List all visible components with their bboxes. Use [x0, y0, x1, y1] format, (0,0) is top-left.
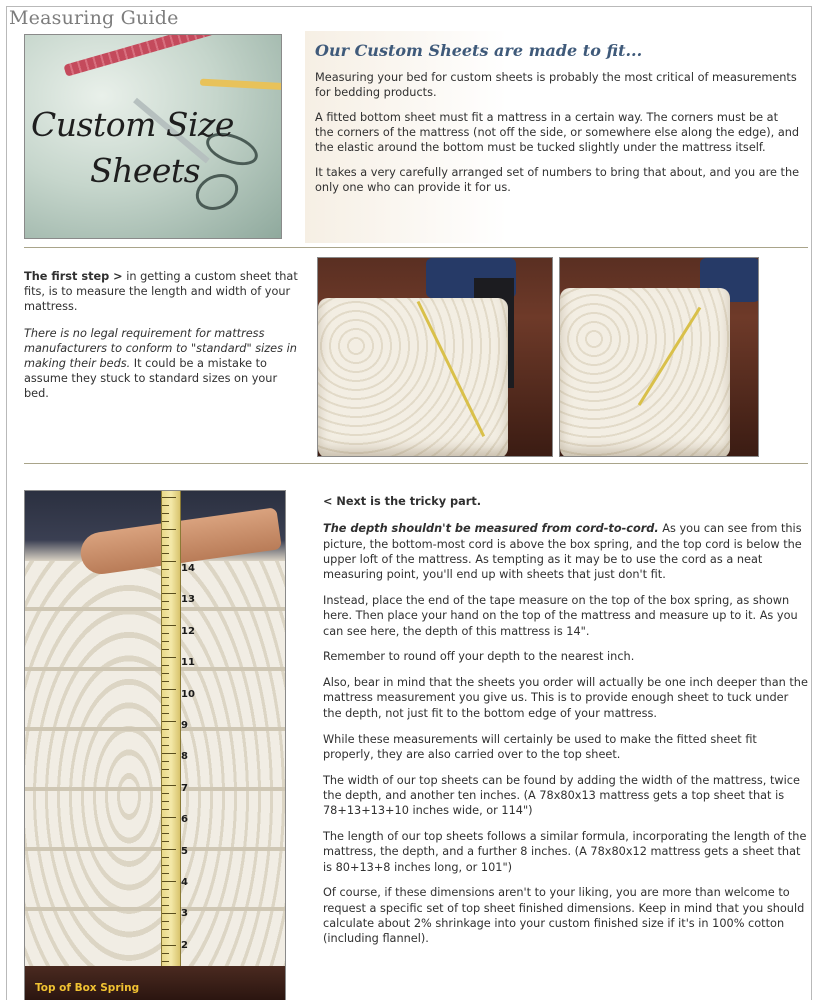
ruler-tick	[162, 537, 169, 538]
ruler-tick	[162, 881, 176, 882]
cord-warning-text: As you can see from this picture, the bottom-most cord is above the box spring, and the top cord is below the upper loft of the mattress. As tempting as it may be to use the cord as a neat measuring point, you'll end up with sheets that just don't fit.	[323, 522, 802, 582]
depth-paragraph: Also, bear in mind that the sheets you order will actually be one inch deeper than the mattress measurement you give us. This is to provide enough sheet to tuck under the depth, not just fit to the bottom edge of your mattress.	[323, 676, 808, 720]
page-frame	[6, 6, 812, 1000]
ruler-number: 12	[181, 625, 195, 637]
depth-paragraph: Of course, if these dimensions aren't to your liking, you are more than welcome to request a specific set of top sheet finished dimensions. Keep in mind that you should calculate about 2% shrinkage into your custom finished size if it's in 100% cotton (including flannel).	[323, 886, 805, 946]
ruler-tick	[162, 705, 169, 706]
depth-paragraph: While these measurements will certainly be used to make the fitted sheet fit properly, they are also carried over to the top sheet.	[323, 732, 757, 761]
box-spring-caption: Top of Box Spring	[35, 982, 140, 994]
depth-paragraph: The width of our top sheets can be found by adding the width of the mattress, twice the depth, and another ten inches. (A 78x80x13 mattress gets a top sheet that is 78+13+13+10 inches wide, or 114")	[323, 773, 800, 818]
ruler-tick	[162, 665, 169, 666]
ruler-tick	[162, 505, 169, 506]
intro-heading: Our Custom Sheets are made to fit...	[315, 41, 643, 60]
mattress-graphic	[318, 298, 508, 457]
depth-paragraph: The length of our top sheets follows a similar formula, incorporating the length of the mattress, the depth, and a further 8 inches. (A 78x80x12 mattress gets a sheet that is 80+13+8 inches long, or 101")	[323, 830, 807, 874]
ruler-tick	[162, 561, 176, 562]
ruler-tick	[162, 521, 169, 522]
measuring-width-photo	[559, 257, 759, 457]
ruler-tick	[162, 577, 169, 578]
ruler-tick	[162, 593, 176, 594]
ruler-tick	[162, 793, 169, 794]
ruler-tick	[162, 681, 169, 682]
ruler-tick	[162, 905, 169, 906]
ruler-tick	[162, 937, 169, 938]
first-step-lead: The first step >	[24, 270, 123, 283]
standard-size-note: There is no legal requirement for mattress manufacturers to conform to "standard" sizes in making their beds.	[24, 327, 297, 370]
mattress-graphic	[560, 288, 730, 457]
ruler-tick	[162, 553, 169, 554]
depth-section	[323, 494, 809, 957]
standard-size-paragraph	[24, 326, 304, 401]
ruler-tick	[162, 825, 169, 826]
ruler-tick	[162, 617, 169, 618]
ruler-tick	[162, 785, 176, 786]
ruler-tick	[162, 649, 169, 650]
banner-line-1: Custom Size	[31, 105, 234, 144]
ruler-tick	[162, 633, 169, 634]
ruler-tick	[162, 929, 169, 930]
ruler-tick	[162, 641, 169, 642]
ruler-tick	[162, 729, 169, 730]
ruler-tick	[162, 809, 169, 810]
ruler-tick	[162, 689, 176, 690]
ruler-tick	[162, 569, 169, 570]
ruler-tick	[162, 921, 169, 922]
ruler-tick	[162, 513, 169, 514]
depth-paragraph: Remember to round off your depth to the nearest inch.	[323, 650, 635, 664]
ruler-tick	[162, 529, 176, 530]
banner-line-2: Sheets	[90, 151, 201, 190]
custom-size-sheets-banner	[24, 34, 282, 239]
ruler-tick	[162, 913, 176, 914]
section-divider	[24, 463, 808, 464]
ruler-tick	[162, 961, 169, 962]
ruler-tick	[162, 769, 169, 770]
intro-panel	[305, 31, 810, 243]
ruler-tick	[162, 897, 169, 898]
cord-warning: The depth shouldn't be measured from cord-to-cord.	[323, 522, 659, 536]
ruler-tick	[162, 625, 176, 626]
ruler-number: 8	[181, 751, 188, 763]
ruler-number: 11	[181, 657, 195, 669]
ruler-tick	[162, 801, 169, 802]
ruler-tick	[162, 777, 169, 778]
ruler-tick	[162, 497, 176, 498]
ruler-number: 6	[181, 814, 188, 826]
ruler-number: 7	[181, 782, 188, 794]
ruler-tick	[162, 737, 169, 738]
ruler-tick	[162, 865, 169, 866]
ruler-tick	[162, 889, 169, 890]
ruler-number: 3	[181, 908, 188, 920]
page-title: Measuring Guide	[9, 7, 179, 29]
tricky-part-heading: < Next is the tricky part.	[323, 495, 482, 508]
ruler-tick	[162, 713, 169, 714]
pencil-graphic	[200, 79, 282, 91]
intro-paragraph: It takes a very carefully arranged set of numbers to bring that about, and you are the only one who can provide it for us.	[315, 166, 800, 194]
ruler-tick	[162, 609, 169, 610]
ruler-tick	[162, 953, 169, 954]
ruler-tick	[162, 945, 176, 946]
ruler-number: 9	[181, 720, 188, 731]
ruler-tick	[162, 697, 169, 698]
ruler-number: 14	[181, 563, 195, 574]
ruler-tick	[162, 721, 176, 722]
ruler-tick	[162, 657, 176, 658]
ruler-tick	[162, 849, 176, 850]
ruler-tick	[162, 873, 169, 874]
ruler-tick	[162, 545, 169, 546]
tape-measure-graphic	[63, 34, 282, 77]
ruler-tick	[162, 745, 169, 746]
ruler-tick	[162, 585, 169, 586]
ruler-number: 5	[181, 845, 188, 857]
depth-paragraph: Instead, place the end of the tape measure on the top of the box spring, as shown here. Then place your hand on the top of the mattress and measure up to it. As you can see here, the depth of this mattress is 14".	[323, 593, 798, 638]
ruler-tick	[162, 761, 169, 762]
ruler-tick	[162, 817, 176, 818]
ruler-graphic	[161, 491, 181, 1000]
ruler-tick	[162, 601, 169, 602]
ruler-tick	[162, 753, 176, 754]
ruler-tick	[162, 841, 169, 842]
ruler-number: 2	[181, 939, 188, 951]
measuring-length-photo	[317, 257, 553, 457]
intro-paragraph: Measuring your bed for custom sheets is probably the most critical of measurements for bedding products.	[315, 71, 797, 99]
ruler-tick	[162, 673, 169, 674]
ruler-tick	[162, 857, 169, 858]
first-step-text: in getting a custom sheet that fits, is to measure the length and width of your mattress.	[24, 270, 298, 313]
ruler-tick	[162, 833, 169, 834]
intro-paragraph: A fitted bottom sheet must fit a mattress in a certain way. The corners must be at the corners of the mattress (not off the side, or somewhere else along the edge), and the elastic around the bottom must be tucked slightly under the mattress itself.	[315, 111, 800, 154]
ruler-number: 4	[181, 877, 188, 888]
first-step-section	[24, 269, 304, 413]
standard-size-text: It could be a mistake to assume they stuck to standard sizes on your bed.	[24, 357, 278, 400]
depth-paragraph	[323, 521, 809, 582]
section-divider	[24, 247, 808, 248]
ruler-number: 10	[181, 688, 195, 700]
ruler-number: 13	[181, 594, 195, 606]
measuring-depth-photo	[24, 490, 286, 1000]
first-step-paragraph	[24, 269, 304, 314]
